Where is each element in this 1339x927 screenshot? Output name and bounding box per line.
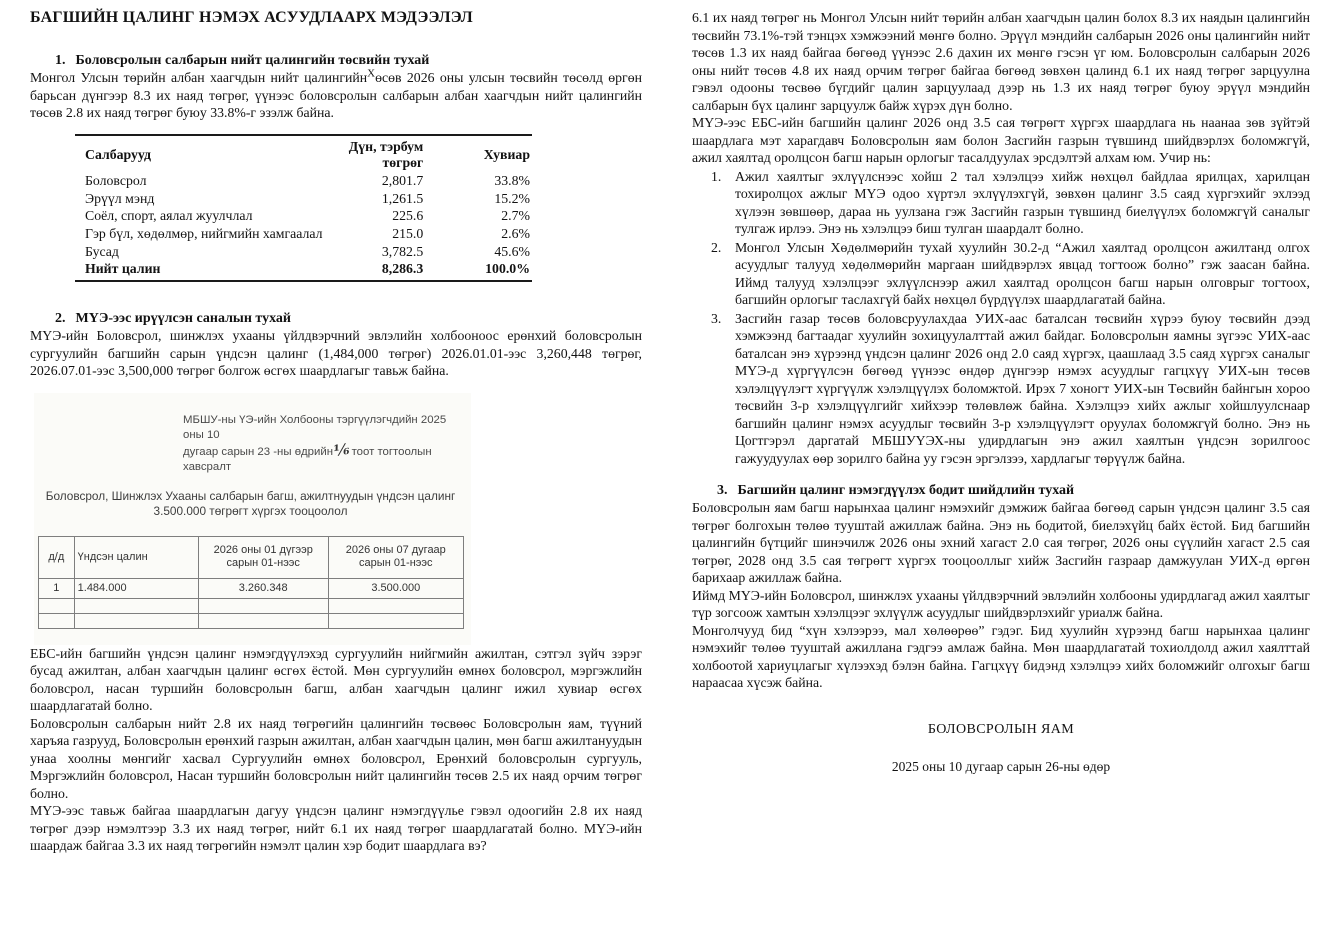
- attachment-reference: [183, 413, 461, 475]
- section-2-heading: [55, 311, 642, 327]
- section-3-title: Багшийн цалинг нэмэгдүүлэх бодит шийдлийн тухай: [737, 483, 1075, 498]
- paragraph-requirement-question: МҮЭ-ээс тавьж байгаа шаардлагын дагуу үндсэн цалинг нэмэгдүүлье гэвэл одоогийн 2.8 их наяд төгрөг дээр нэмэлтээр 3.3 их наяд төгрөг, нийт 6.1 их наяд төгрөг шаардлагатай болно. МҮЭ-ийн шаардаж байгаа 3.3 их наяд төгрөгийн нэмэлт цалин хэр бодит шаардлага вэ?: [30, 803, 642, 854]
- list-item-text: Засгийн газар төсөв боловсруулахдаа УИХ-аас баталсан төсвийн хүрээ буюу төсвийн дээд хэмжээнд багтаадаг хуулийн зохицуулалттай ажил байдаг. Боловсролын яамны зүгээс УИХ-аас баталсан энэ хүрээнд үндсэн цалинг 2026 онд 2.0 саяд хүргэх, цаашлаад 3.5 саяд хүргэх саналыг МҮЭ-д хүргүүлсэн бөгөөд үүнээс өндөр дүнгээр нэмэх асуудлыг гагцхүү УИХ-ын төсөв хэлэлцүүлэгт хүргүүлж хэлэлцүүлэх боломжтой. Ирэх 7 хоногт УИХ-ын Төсвийн байнгын хороо төсвийн 3-р хэлэлцүүлгийг хийхээр төлөвлөж байна. Хэлэлцээ хийх ажлыг хойшлуулснаар багшийн цалинг нэмэх асуудлыг төсвийн 3-р хэлэлцүүлэгт оруулах боломжгүй болно. Энэ нь Цогтгэрэл даргатай МБШУҮЭХ-ны удирдлагын энэ ажил хаялтын үндсэн зорилгоос гажуудуулах өөр зорилго байна уу гэсэн эргэлзээ, хардлагыг төрүүлж байна.: [735, 310, 1310, 466]
- scanned-attachment: [34, 393, 471, 645]
- table-cell: 3,782.5: [381, 243, 424, 259]
- table-cell: [39, 613, 75, 628]
- table-cell: 3.260.348: [198, 578, 328, 598]
- table-row: [75, 173, 532, 191]
- table-cell: [74, 598, 198, 613]
- table-cell: Боловсрол: [85, 173, 147, 189]
- table-cell: 2,801.7: [381, 173, 424, 189]
- table-total-row: [75, 260, 532, 281]
- paragraph-union-demand-risk: МҮЭ-ээс ЕБС-ийн багшийн цалинг 2026 онд 3.5 сая төгрөгт хүргэх шаардлага нь наанаа зөв зүйтэй шаардлага мэт харагдавч Боловсролын яам болон Засгийн газрын түвшинд шийдвэрлэх боломжгүй, ажил хаялтад оролцсон багш нарын орлогыг тасалдуулах эрсдэлтэй алхам юм. Учир нь:: [692, 115, 1310, 165]
- table-cell: 2.7%: [501, 208, 530, 224]
- table-cell: Нийт цалин: [85, 261, 161, 277]
- document-date: 2025 оны 10 дугаар сарын 26-ны өдөр: [891, 758, 1111, 774]
- list-item-number: 3.: [711, 310, 722, 326]
- section-3-number: 3.: [717, 483, 728, 498]
- table-row: [39, 613, 464, 628]
- section-3-heading: [717, 483, 1310, 499]
- table-cell: 1: [39, 578, 75, 598]
- list-item: [692, 239, 1310, 309]
- paragraph-other-staff: ЕБС-ийн багшийн үндсэн цалинг нэмэгдүүлэхэд сургуулийн нийгмийн ажилтан, сэтгэл зүйч зэрэг бусад ажилтан, албан хаагчдын цалинг өсгөх ёстой. Мөн сургуулийн өмнөх боловсрол, мэргэжлийн боловсрол, насан туршийн боловсролын багш, албан хаагчдын цалинг ижил хувиар өсгөх шаардлагатай болно.: [30, 645, 642, 714]
- section-2-number: 2.: [55, 311, 66, 327]
- table-cell: 225.6: [392, 208, 424, 224]
- table-cell: [328, 598, 463, 613]
- table-cell: 33.8%: [494, 173, 530, 189]
- table-cell: 1,261.5: [381, 190, 424, 206]
- list-item-text: Монгол Улсын Хөдөлмөрийн тухай хуулийн 30.2-д “Ажил хаялтад оролцсон ажилтанд олгох асуудлыг талууд хөдөлмөрийн маргаан шийдвэрлэх явцад тогтоож болно” гэж заасан байна. Иймд талууд хэлэлцээг эхлүүлснээр ажил хаялтад оролцсон багш нарын олговрыг тогтоох, багшийн орлогыг таслахгүй байх нөхцөл бүрдүүлэх шаардлагатай байна.: [735, 239, 1310, 307]
- reference-line-1: МБШУ-ны ҮЭ-ийн Холбооны тэргүүлэгчдийн 2025 оны 10: [183, 413, 447, 441]
- list-item-number: 1.: [711, 168, 722, 184]
- reference-line-2: дугаар сарын 23 -ны өдрийн: [183, 445, 334, 458]
- table-cell: Гэр бүл, хөдөлмөр, нийгмийн хамгаалал: [85, 226, 323, 242]
- table-cell: [328, 613, 463, 628]
- paragraph-budget-total: [30, 69, 642, 122]
- table-cell: 2.6%: [501, 226, 530, 242]
- table-row: [75, 208, 532, 226]
- table-cell: Бусад: [85, 243, 119, 259]
- column-header: д/д: [39, 536, 75, 578]
- paragraph-text: өсөв 2026 оны улсын төсвийн төсөлд өргөн барьсан дүнгээр 8.3 их наяд төгрөг, үүнээс боловсролын салбарын албан хаагчдын нийт цалингийн төсөв 2.8 их наяд төгрөг буюу 33.8%-г эзэлж байна.: [30, 70, 642, 120]
- table-cell: 3.500.000: [328, 578, 463, 598]
- table-header-row: [75, 135, 532, 173]
- list-item: [692, 310, 1310, 468]
- paragraph-comparison: 6.1 их наяд төгрөг нь Монгол Улсын нийт төрийн албан хаагчдын цалин болох 8.3 их наядын цалингийн төсвийн 73.1%-тэй тэнцэх хэмжээний мөнгө болно. Эрүүл мэндийн салбарын 2026 оны цалингийн нийт төсөв 1.3 их наяд байгаа бөгөөд үүнээс 2.6 дахин их мөнгө гэсэн үг юм. Боловсролын салбарын 2026 оны нийт төсөв 4.8 их наяд орчим төгрөг байгаа бөгөөд зөвхөн цалинд 6.1 их наяд төгрөг зарцуулна гэвэл одооны төсвөө бүгдийг цалин зарцуулаад дээр нь 1.3 их наяд төгрөг буюу эрүүл мэндийн салбарын бүх цалинг зарцуулж байж хүрэх дүн болно.: [692, 10, 1310, 113]
- table-cell: 215.0: [392, 226, 424, 242]
- list-item: [692, 168, 1310, 238]
- table-row: [75, 225, 532, 243]
- superscript-artifact: Х: [367, 67, 376, 80]
- table-cell: 100.0%: [485, 261, 530, 277]
- calculation-table: [38, 536, 464, 629]
- table-header-row: [39, 536, 464, 578]
- section-1-title: Боловсролын салбарын нийт цалингийн төсвийн тухай: [75, 53, 430, 68]
- paragraph-closing: Монголчууд бид “хүн хэлээрээ, мал хөлөөрөө” гэдэг. Бид хуулийн хүрээнд багш нарынхаа цалинг нэмэхийг төлөө тууштай ажиллана гэдгээ амлаж байна. Мөн шаардлагатай тохиолдолд ажил хаялттай холбоотой хариуцлагыг хүлээхэд бэлэн байна. Гагцхүү бидэнд хэлэлцээ хийх боломжийг олгохыг багш нараасаа хүсэж байна.: [692, 622, 1310, 690]
- table-cell: [39, 598, 75, 613]
- column-header: 2026 оны 01 дүгээр сарын 01-нээс: [198, 536, 328, 578]
- table-row: [39, 578, 464, 598]
- paragraph-text: Монгол Улсын төрийн албан хаагчдын нийт цалингийн: [30, 70, 368, 85]
- table-cell: 1.484.000: [74, 578, 198, 598]
- table-row: [75, 190, 532, 208]
- column-header: 2026 оны 07 дугаар сарын 01-нээс: [328, 536, 463, 578]
- salary-budget-table: [75, 134, 532, 283]
- column-header: Салбарууд: [85, 146, 151, 162]
- column-header: Дүн, тэрбум төгрөг: [348, 138, 424, 170]
- reference-line-2-end: тоот тогтоолын хавсралт: [183, 445, 432, 473]
- table-row: [39, 598, 464, 613]
- table-cell: 8,286.3: [381, 261, 424, 277]
- paragraph-budget-breakdown: Боловсролын салбарын нийт 2.8 их наяд төгрөгийн цалингийн төсвөөс Боловсролын яам, түүний харъяа газрууд, Боловсролын ерөнхий газрын ажилтан, албан хаагчдын цалин, мөн багш ажилтануудын унаа хоолны мөнгийг хасвал Сургуулийн өмнөх боловсрол, Ерөнхий боловсролын сургууль, Мэргэжлийн боловсрол, Насан туршийн боловсролын нийт цалингийн төсөв 2.5 их наяд орчим төгрөг болно.: [30, 715, 642, 801]
- table-cell: [198, 613, 328, 628]
- ministry-name: БОЛОВСРОЛЫН ЯАМ: [927, 721, 1075, 737]
- right-column: [692, 0, 1310, 775]
- table-cell: [74, 613, 198, 628]
- paragraph-appeal: Иймд МҮЭ-ийн Боловсрол, шинжлэх ухааны үйлдвэрчний эвлэлийн холбооны удирдлагад ажил хаялтыг түр зогсоож хамтын хэлэлцээг эхлүүлж асуудлыг шийдвэрлэхийг уриалж байна.: [692, 587, 1310, 620]
- handwritten-number: ⅙: [332, 439, 351, 461]
- section-1-heading: [55, 53, 642, 69]
- paragraph-ministry-plan: Боловсролын яам багш нарынхаа цалинг нэмэхийг дэмжиж байгаа бөгөөд сарын үндсэн цалинг 3.5 сая төгрөг болгохын төлөө тууштай ажиллаж байна. Энэ нь бодитой, биелэхүйц байх ёстой. Бид багшийн цалингийн бүтцийг шинэчилж 2026 оны эхний хагаст 2.0 сая төгрөг, 2026 оны сүүлийн хагаст 2.5 сая төгрөг, 2028 онд 3.5 сая төгрөгт хүргэх тооцооллыг хийж Засгийн газраар дамжуулан УИХ-д өргөн барихаар ажиллаж байна.: [692, 500, 1310, 585]
- table-cell: 45.6%: [494, 243, 530, 259]
- column-header: Хувиар: [483, 146, 530, 162]
- table-cell: [198, 598, 328, 613]
- attachment-title: Боловсрол, Шинжлэх Ухааны салбарын багш, ажилтнуудын үндсэн цалинг 3.500.000 төгрөгт хүргэх тооцоолол: [45, 488, 456, 519]
- section-1-number: 1.: [55, 53, 66, 68]
- document-title: БАГШИЙН ЦАЛИНГ НЭМЭХ АСУУДЛААРХ МЭДЭЭЛЭЛ: [30, 9, 473, 26]
- table-cell: 15.2%: [494, 190, 530, 206]
- table-cell: Эрүүл мэнд: [85, 190, 155, 206]
- list-item-text: Ажил хаялтыг эхлүүлснээс хойш 2 тал хэлэлцээ хийж нөхцөл байдлаа ярилцах, харилцан тохиролцох ажлыг МҮЭ одоо хүртэл эхлүүлэхгүй, зөвхөн цалинг 3.5 саяд хүргэхийг эхлээд хүлээн зөвшөөр, дараа нь уулзана гэж Засгийн газрын түвшинд биелүүлэх боломжгүй саналыг тулгаж ирлээ. Энэ нь хэлэлцээ биш тулган шаардалт болно.: [735, 168, 1310, 236]
- paragraph-union-proposal: МҮЭ-ийн Боловсрол, шинжлэх ухааны үйлдвэрчний эвлэлийн холбооноос ерөнхий боловсролын сургуулийн багшийн сарын үндсэн цалинг (1,484,000 төгрөг) 2026.01.01-ээс 3,260,448 төгрөг, 2026.07.01-ээс 3,500,000 төгрөг болгож өсгөх шаардлагыг тавьж байна.: [30, 328, 642, 379]
- section-2-title: МҮЭ-ээс ирүүлсэн саналын тухай: [75, 311, 292, 327]
- table-cell: Соёл, спорт, аялал жуулчлал: [85, 208, 253, 224]
- column-header: Үндсэн цалин: [74, 536, 198, 578]
- table-row: [75, 243, 532, 261]
- left-column: [30, 0, 642, 855]
- list-item-number: 2.: [711, 239, 722, 255]
